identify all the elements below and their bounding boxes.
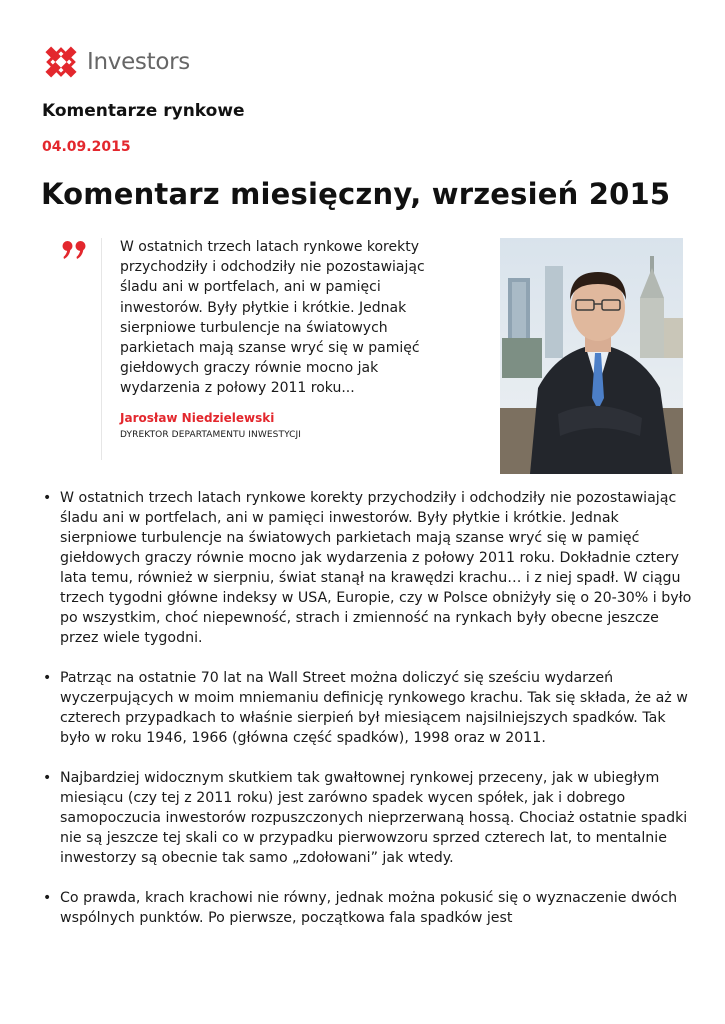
list-item-text: Patrząc na ostatnie 70 lat na Wall Street można doliczyć się sześciu wydarzeń wyczerpujących w moim mniemaniu definicję rynkowego krachu. Tak się składa, że aż w czterech przypadkach to właśnie sierpień był miesiącem najsilniejszych spadków. Tak było w roku 1946, 1966 (główna część spadków), 1998 oraz w 2011. — [60, 670, 688, 746]
publication-date: 04.09.2015 — [42, 139, 131, 155]
logo-text: Investors — [87, 48, 190, 75]
author-portrait — [500, 238, 683, 474]
list-item — [42, 488, 692, 648]
list-item-text: Najbardziej widocznym skutkiem tak gwałtownej rynkowej przeceny, jak w ubiegłym miesiącu (czy tej z 2011 roku) jest zarówno spadek wycen spółek, jak i dobrego samopoczucia inwestorów rozpuszczonych nieprzerwaną hossą. Chociaż ostatnie spadki nie są jeszcze tej skali co w przypadku pierwowzoru sprzed czterech lat, to mentalnie inwestorzy są obecnie tak samo „zdołowani” jak wtedy. — [60, 770, 688, 866]
bullet-marker: • — [43, 490, 52, 506]
section-title: Komentarze rynkowe — [42, 101, 245, 121]
quote-author-role: DYREKTOR DEPARTAMENTU INWESTYCJI — [120, 430, 302, 440]
logo[interactable] — [41, 42, 190, 82]
list-item-text: W ostatnich trzech latach rynkowe korekty przychodziły i odchodziły nie pozostawiając śladu ani w portfelach, ani w pamięci inwestorów. Były płytkie i krótkie. Jednak sierpniowe turbulencje na światowych parkietach mają szanse wryć się w pamięć giełdowych graczy równie mocno jak wydarzenia z połowy 2011 roku. Dokładnie cztery lata temu, również w sierpniu, świat stanął na krawędzi krachu… i z niej spadł. W ciągu trzech tygodni główne indeksy w USA, Europie, czy w Polsce obniżyły się o 20-30% i było po wszystkim, choć niepewność, strach i zmienność na rynkach były obecne jeszcze przez wiele tygodni. — [60, 490, 692, 646]
quote-author-name: Jarosław Niedzielewski — [120, 411, 275, 425]
list-item — [42, 768, 692, 868]
bullet-marker: • — [43, 670, 52, 686]
list-item — [42, 888, 692, 928]
bullet-marker: • — [43, 770, 52, 786]
list-item-text: Co prawda, krach krachowi nie równy, jednak można pokusić się o wyznaczenie dwóch wspólnych punktów. Po pierwsze, początkowa fala spadków jest — [60, 890, 678, 926]
quote-text: W ostatnich trzech latach rynkowe korekty przychodziły i odchodziły nie pozostawiając śladu ani w portfelach, ani w pamięci inwestorów. Były płytkie i krótkie. Jednak sierpniowe turbulencje na światowych parkietach mają szanse wryć się w pamięć giełdowych graczy równie mocno jak wydarzenia z połowy 2011 roku... — [120, 239, 425, 397]
bullet-marker: • — [43, 890, 52, 906]
quote-icon — [62, 240, 88, 264]
list-item — [42, 668, 692, 748]
investors-logo-icon — [41, 42, 81, 82]
quote-divider — [101, 238, 102, 460]
article-bullet-list — [42, 488, 692, 948]
page-title: Komentarz miesięczny, wrzesień 2015 — [41, 177, 671, 211]
